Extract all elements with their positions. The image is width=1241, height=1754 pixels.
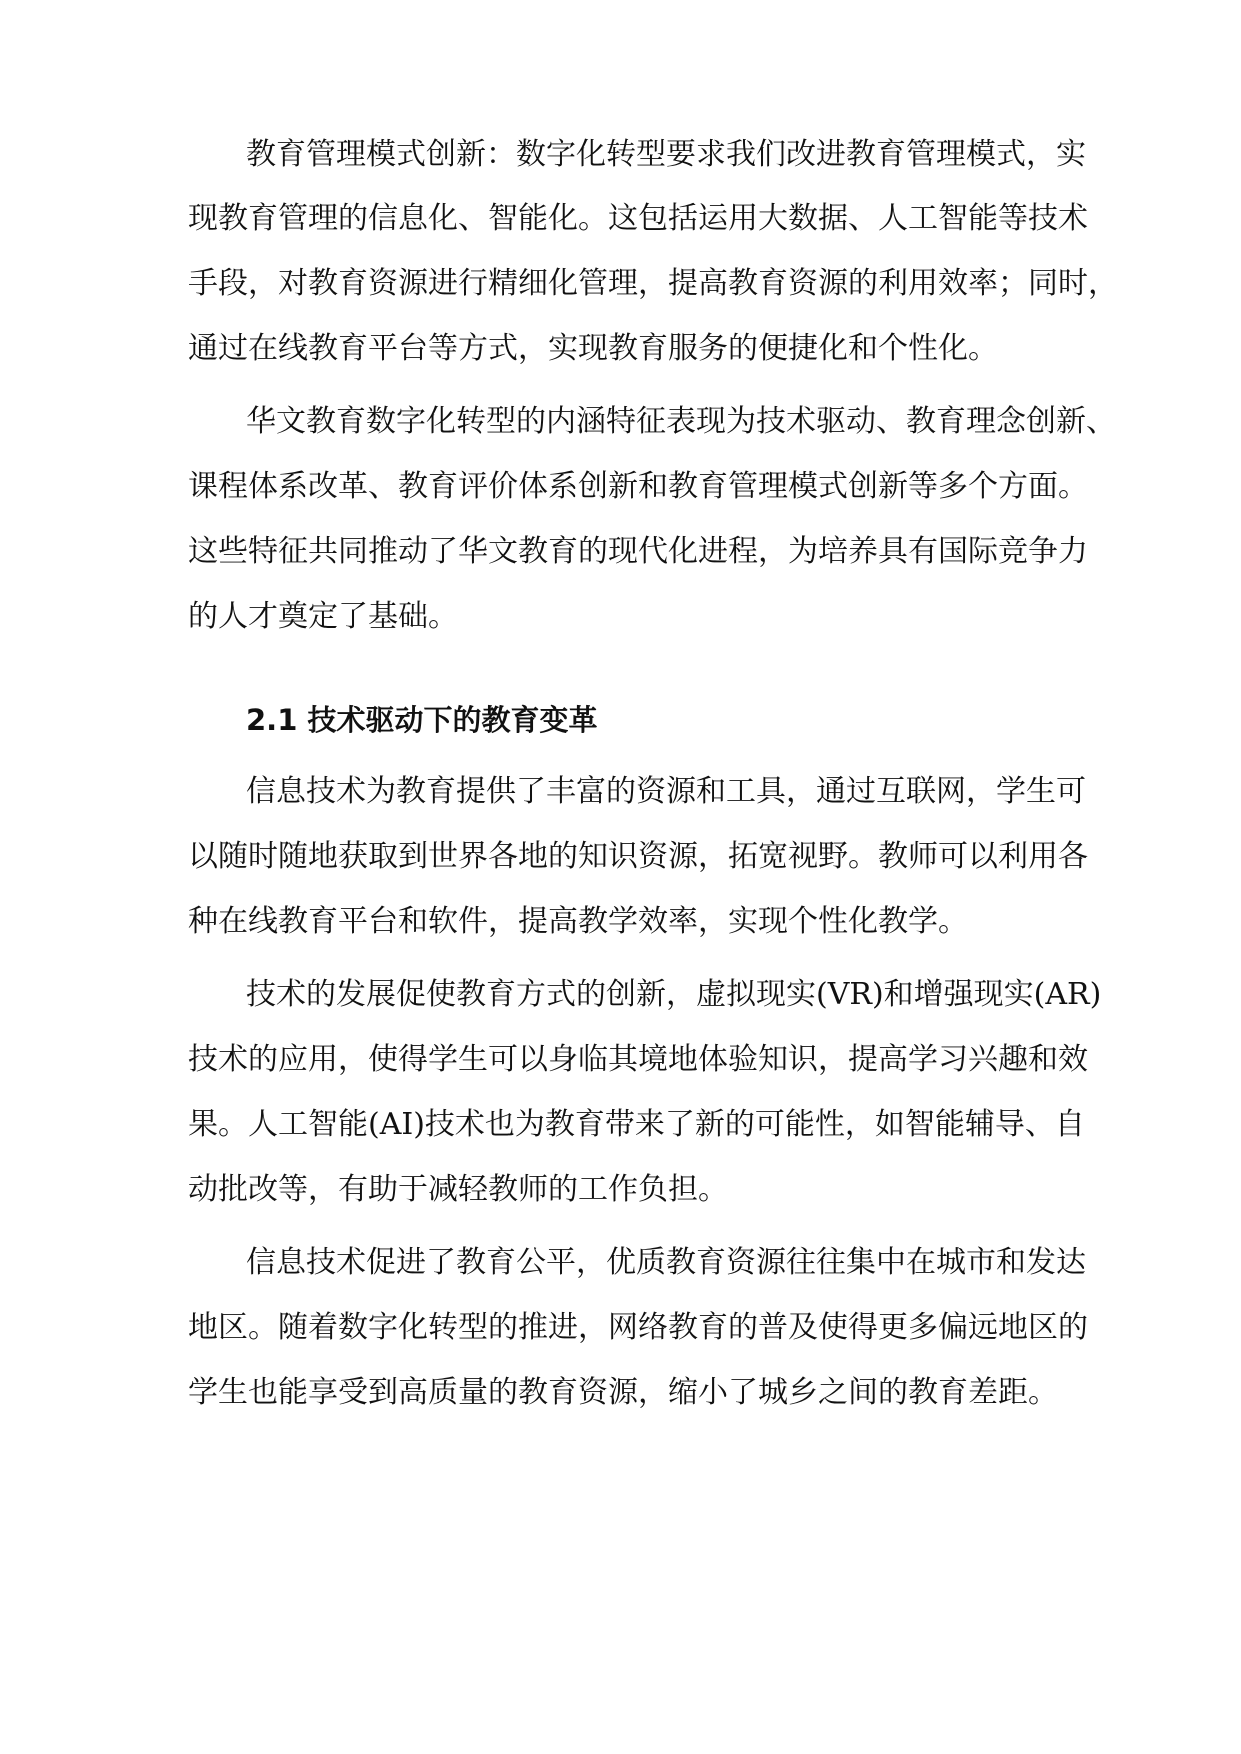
section-heading: 2.1 技术驱动下的教育变革 xyxy=(246,703,598,737)
section-paragraph-2-line-1: 技术的发展促使教育方式的创新，虚拟现实(VR)和增强现实(AR) xyxy=(246,977,1102,1012)
paragraph-2-line-2: 课程体系改革、教育评价体系创新和教育管理模式创新等多个方面。 xyxy=(188,469,1088,504)
paragraph-1-line-4: 通过在线教育平台等方式，实现教育服务的便捷化和个性化。 xyxy=(188,331,998,366)
paragraph-2-line-4: 的人才奠定了基础。 xyxy=(188,599,458,634)
paragraph-2-line-1: 华文教育数字化转型的内涵特征表现为技术驱动、教育理念创新、 xyxy=(246,404,1116,439)
section-paragraph-3-line-1: 信息技术促进了教育公平，优质教育资源往往集中在城市和发达 xyxy=(246,1245,1086,1280)
paragraph-2-line-3: 这些特征共同推动了华文教育的现代化进程，为培养具有国际竞争力 xyxy=(188,534,1088,569)
paragraph-1-line-2: 现教育管理的信息化、智能化。这包括运用大数据、人工智能等技术 xyxy=(188,201,1088,236)
section-paragraph-1-line-3: 种在线教育平台和软件，提高教学效率，实现个性化教学。 xyxy=(188,904,968,939)
section-paragraph-3-line-2: 地区。随着数字化转型的推进，网络教育的普及使得更多偏远地区的 xyxy=(188,1310,1088,1345)
paragraph-1-line-1: 教育管理模式创新：数字化转型要求我们改进教育管理模式，实 xyxy=(246,137,1086,172)
section-paragraph-2-line-2: 技术的应用，使得学生可以身临其境地体验知识，提高学习兴趣和效 xyxy=(188,1042,1088,1077)
section-paragraph-2-line-4: 动批改等，有助于减轻教师的工作负担。 xyxy=(188,1172,728,1207)
section-paragraph-1-line-2: 以随时随地获取到世界各地的知识资源，拓宽视野。教师可以利用各 xyxy=(188,839,1088,874)
section-paragraph-1-line-1: 信息技术为教育提供了丰富的资源和工具，通过互联网，学生可 xyxy=(246,774,1086,809)
paragraph-1-line-3: 手段，对教育资源进行精细化管理，提高教育资源的利用效率；同时， xyxy=(188,266,1118,301)
section-paragraph-3-line-3: 学生也能享受到高质量的教育资源，缩小了城乡之间的教育差距。 xyxy=(188,1375,1058,1410)
section-paragraph-2-line-3: 果。人工智能(AI)技术也为教育带来了新的可能性，如智能辅导、自 xyxy=(188,1107,1085,1142)
